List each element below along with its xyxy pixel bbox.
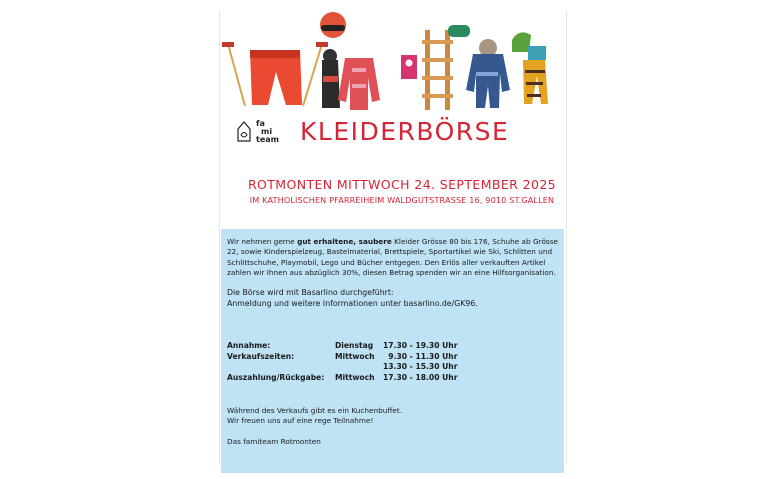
signature: Das famiteam Rotmonten	[227, 436, 321, 446]
schedule-time: 9.30 - 11.30 Uhr	[383, 351, 458, 361]
basarlino-line1: Die Börse wird mit Basarlino durchgeführt:	[227, 288, 394, 298]
intro-bold: gut erhaltene, saubere	[297, 237, 392, 246]
event-location-line: IM KATHOLISCHEN PFARREIHEIM WALDGUTSTRASSE 16, 9010 ST.GALLEN	[249, 195, 555, 205]
basarlino-line2: Anmeldung und weitere Informationen unter basarlino.de/GK96.	[227, 298, 478, 308]
ski-pants-letter-w	[222, 42, 328, 106]
schedule-time: 17.30 - 18.00 Uhr	[383, 372, 458, 382]
closing-line1: Während des Verkaufs gibt es ein Kuchenbuffet.	[227, 406, 403, 415]
schedule-time: 17.30 - 19.30 Uhr	[383, 341, 458, 350]
event-date-line: ROTMONTEN MITTWOCH 24. SEPTEMBER 2025	[247, 177, 557, 192]
schedule-label: Annahme:	[227, 341, 271, 350]
schedule-day: Mittwoch	[335, 372, 375, 382]
intro-rest: Kleider Grösse 80 bis 176, Schuhe ab Grösse 22, sowie Kinderspielzeug, Bastelmaterial, Brettspiele, Sportartikel wie Ski, Schlitten und Schlittschuhe, Playmobil, Lego und Bücher entgegen. Den Erlös aller verkauften Artikel zahlen wir Ihnen aus abzüglich 30%, diesen Betrag spenden wir an eine Hilfsorganisation.	[227, 237, 559, 277]
famiteam-logo-text	[256, 120, 279, 144]
schedule-time: 13.30 - 15.30 Uhr	[383, 362, 458, 371]
schedule-day: Mittwoch	[335, 351, 375, 361]
logo-text-line2: mi	[261, 127, 273, 136]
sweater-letter-n	[338, 55, 417, 110]
snowsuit-letter-e	[466, 39, 510, 108]
basarlino-paragraph	[227, 288, 561, 309]
schedule-label: Auszahlung/Rückgabe:	[227, 372, 325, 382]
intro-prefix: Wir nehmen gerne	[227, 237, 298, 246]
logo-text-line3: team	[256, 135, 279, 144]
hat-scarf-letter-r	[512, 32, 548, 104]
page-title: KLEIDERBÖRSE	[300, 117, 510, 146]
closing-text	[227, 406, 561, 447]
logo-text-line1: fa	[256, 119, 265, 128]
info-text	[227, 237, 561, 309]
closing-line2: Wir freuen uns auf eine rege Teilnahme!	[227, 416, 374, 426]
schedule-label: Verkaufszeiten:	[227, 351, 295, 361]
sled-letter-t	[422, 25, 470, 110]
winter-clothes-illustration	[0, 0, 784, 125]
intro-paragraph	[227, 237, 561, 278]
schedule-day: Dienstag	[335, 341, 374, 350]
